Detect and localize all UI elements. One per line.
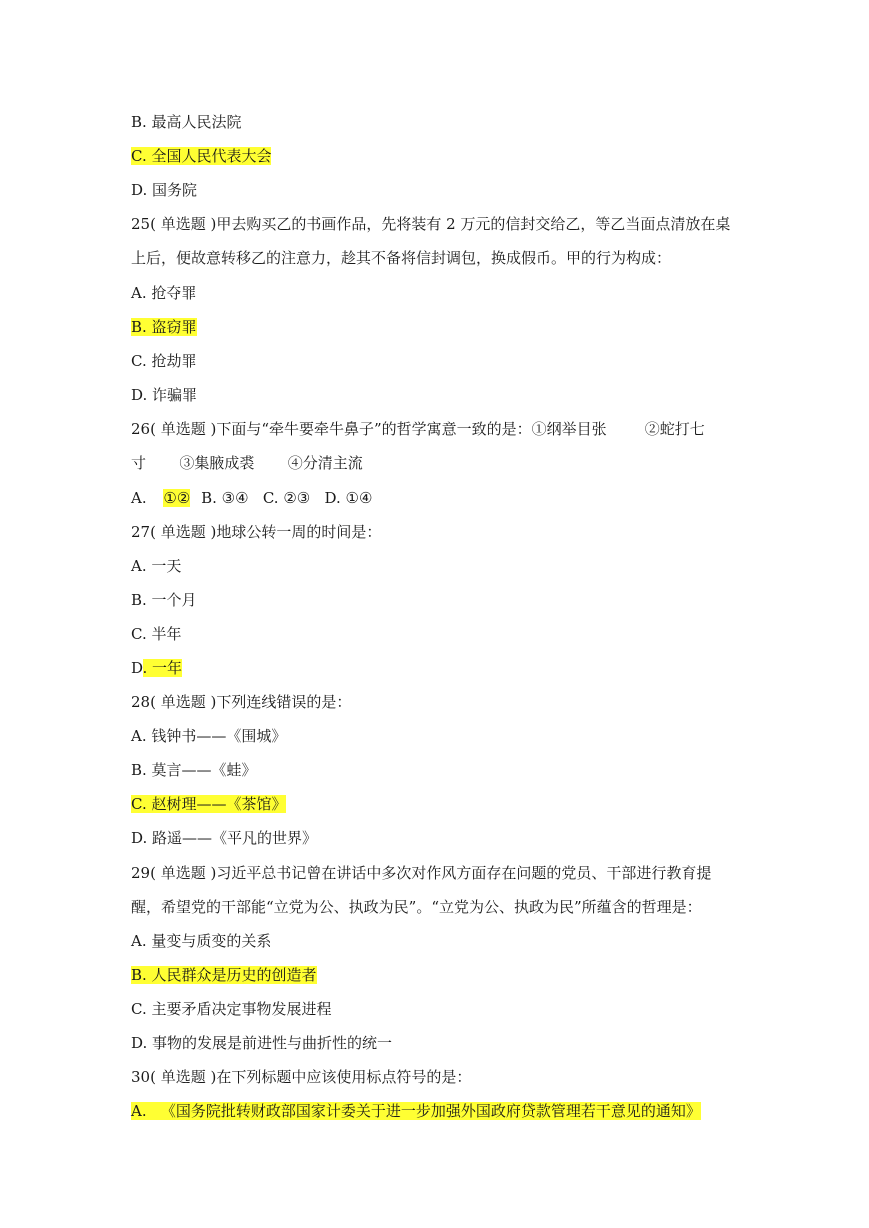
q24-option-d-text: D. 国务院	[131, 181, 198, 199]
q24-option-b	[131, 110, 242, 134]
q25-stem-line2	[131, 246, 671, 270]
q27-option-b-text: B. 一个月	[131, 591, 197, 609]
q26-stem-text-1: 26( 单选题 )下面与“牵牛要牵牛鼻子”的哲学寓意一致的是：①纲举目张 ②蛇打七	[131, 420, 705, 438]
q25-stem-text-1: 25( 单选题 )甲去购买乙的书画作品，先将装有 2 万元的信封交给乙，等乙当面点清放在桌	[131, 215, 731, 233]
q26-stem-line2	[131, 451, 363, 475]
q25-option-b-correct	[131, 315, 197, 339]
q25-stem-line1	[131, 212, 730, 236]
q26-stem-line1	[131, 417, 705, 441]
q26-option-a-correct-highlight: ①②	[163, 489, 191, 507]
q28-option-a	[131, 724, 286, 748]
q26-stem-text-2: 寸 ③集腋成裘 ④分清主流	[131, 454, 363, 472]
q29-option-c-text: C. 主要矛盾决定事物发展进程	[131, 1000, 332, 1018]
q27-option-d-correct	[131, 656, 182, 680]
q25-option-d-text: D. 诈骗罪	[131, 386, 198, 404]
q30-option-a-correct	[131, 1099, 701, 1123]
q24-option-b-text: B. 最高人民法院	[131, 113, 242, 131]
q28-option-d-text: D. 路遥——《平凡的世界》	[131, 829, 318, 847]
q27-option-a	[131, 554, 181, 578]
q25-option-c	[131, 349, 196, 373]
q30-stem	[131, 1065, 471, 1089]
q29-option-a-text: A. 量变与质变的关系	[131, 932, 272, 950]
q26-options	[131, 486, 372, 510]
q29-option-b-correct	[131, 963, 317, 987]
q27-option-d-highlight: . 一年	[142, 659, 183, 677]
q25-option-d	[131, 383, 197, 407]
q28-option-b-text: B. 莫言——《蛙》	[131, 761, 257, 779]
q27-stem	[131, 520, 381, 544]
q30-stem-text: 30( 单选题 )在下列标题中应该使用标点符号的是：	[131, 1068, 472, 1086]
q28-option-b	[131, 758, 257, 782]
q30-option-a-highlight: A. 《国务院批转财政部国家计委关于进一步加强外国政府贷款管理若干意见的通知》	[131, 1102, 701, 1120]
q24-option-c-highlight: C. 全国人民代表大会	[131, 147, 272, 165]
q29-option-b-highlight: B. 人民群众是历史的创造者	[131, 966, 317, 984]
q27-stem-text: 27( 单选题 )地球公转一周的时间是：	[131, 523, 382, 541]
q25-option-c-text: C. 抢劫罪	[131, 352, 197, 370]
q28-option-a-text: A. 钱钟书——《围城》	[131, 727, 287, 745]
q25-option-a-text: A. 抢夺罪	[131, 284, 197, 302]
q29-option-c	[131, 997, 331, 1021]
q28-option-c-correct	[131, 792, 286, 816]
q28-stem-text: 28( 单选题 )下列连线错误的是：	[131, 693, 352, 711]
q29-option-d-text: D. 事物的发展是前进性与曲折性的统一	[131, 1034, 393, 1052]
q29-stem-text-2: 醒，希望党的干部能“立党为公、执政为民”。“立党为公、执政为民”所蕴含的哲理是：	[131, 898, 702, 916]
q27-option-a-text: A. 一天	[131, 557, 182, 575]
q29-stem-line1	[131, 861, 711, 885]
q24-option-d	[131, 178, 197, 202]
q26-options-rest: B. ③④ C. ②③ D. ①④	[201, 489, 373, 507]
q24-option-c-correct	[131, 144, 271, 168]
q25-stem-text-2: 上后，便故意转移乙的注意力，趁其不备将信封调包，换成假币。甲的行为构成：	[131, 249, 672, 267]
q29-option-d	[131, 1031, 392, 1055]
q27-option-c-text: C. 半年	[131, 625, 182, 643]
q28-option-d	[131, 826, 317, 850]
q27-option-d-letter: D	[131, 659, 143, 677]
q25-option-b-highlight: B. 盗窃罪	[131, 318, 197, 336]
q29-stem-text-1: 29( 单选题 )习近平总书记曾在讲话中多次对作风方面存在问题的党员、干部进行教育提	[131, 864, 712, 882]
q29-option-a	[131, 929, 271, 953]
q28-option-c-highlight: C. 赵树理——《茶馆》	[131, 795, 287, 813]
q25-option-a	[131, 281, 196, 305]
q28-stem	[131, 690, 351, 714]
q26-option-a-letter: A.	[131, 489, 147, 507]
q27-option-c	[131, 622, 181, 646]
q27-option-b	[131, 588, 197, 612]
q29-stem-line2	[131, 895, 702, 919]
